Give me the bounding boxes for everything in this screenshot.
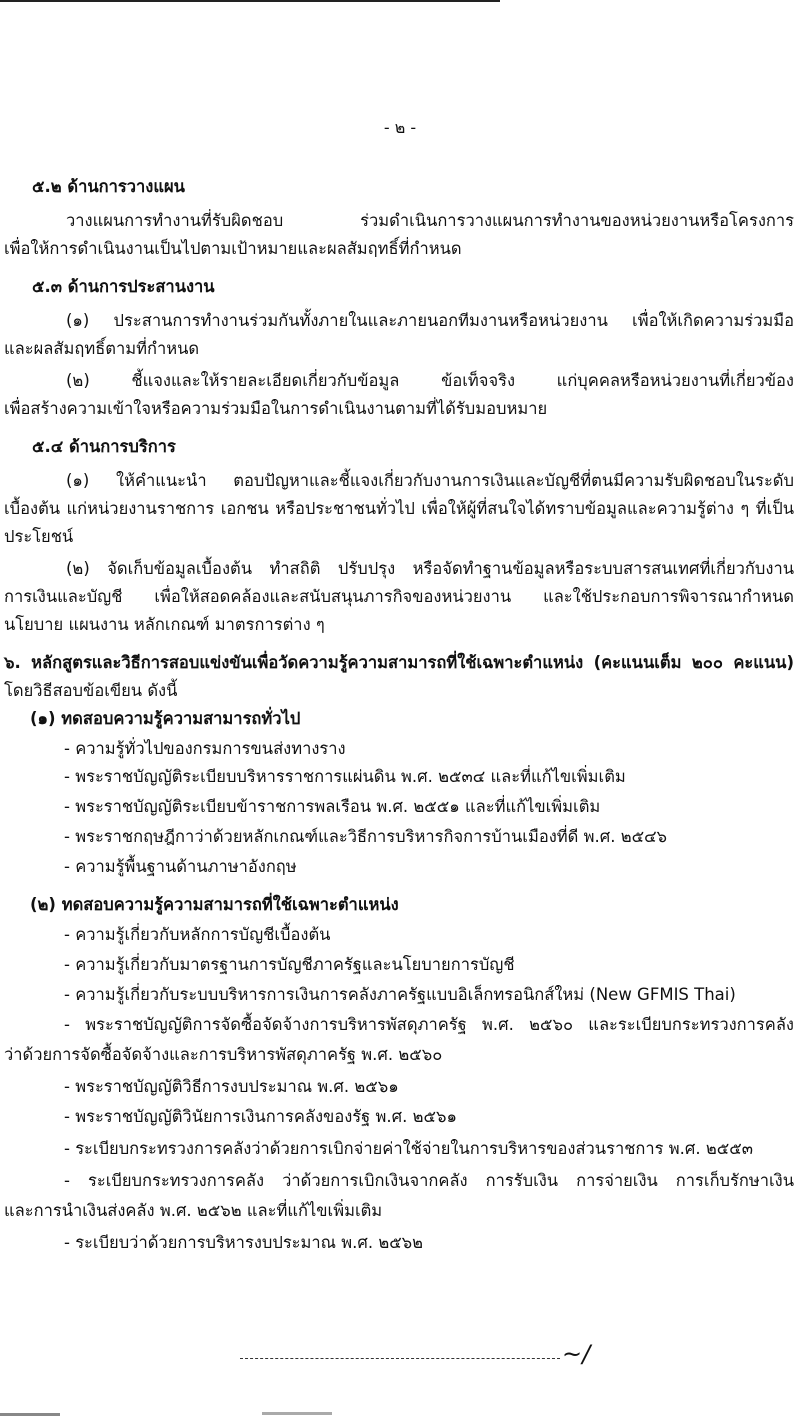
part-2-item-continued: และการนำเงินส่งคลัง พ.ศ. ๒๕๖๒ และที่แก้ไขเพิ่มเติม: [4, 1201, 383, 1220]
section-6-heading-line-1: ๖. หลักสูตรและวิธีการสอบแข่งขันเพื่อวัดความรู้ความสามารถที่ใช้เฉพาะตำแหน่ง (คะแนนเต็ม ๒๐๐ คะแนน): [4, 653, 794, 672]
section-5-4-p1-line-1: (๑) ให้คำแนะนำ ตอบปัญหาและชี้แจงเกี่ยวกับงานการเงินและบัญชีที่ตนมีความรับผิดชอบในระดับ: [66, 471, 794, 490]
part-2-item: - พระราชบัญญัติการจัดซื้อจัดจ้างการบริหารพัสดุภาครัฐ พ.ศ. ๒๕๖๐ และระเบียบกระทรวงการคลัง: [64, 1015, 794, 1034]
section-5-4-p2-line-1: (๒) จัดเก็บข้อมูลเบื้องต้น ทำสถิติ ปรับปรุง หรือจัดทำฐานข้อมูลหรือระบบสารสนเทศที่เกี่ยวกับงาน: [66, 559, 794, 578]
section-5-3-p2-line-2: เพื่อสร้างความเข้าใจหรือความร่วมมือในการดำเนินงานตามที่ได้รับมอบหมาย: [4, 399, 548, 418]
section-5-4-p2-line-3: นโยบาย แผนงาน หลักเกณฑ์ มาตรการต่าง ๆ: [4, 615, 325, 634]
scan-artifact: [262, 1412, 332, 1415]
part-1-item: - พระราชกฤษฎีกาว่าด้วยหลักเกณฑ์และวิธีการบริหารกิจการบ้านเมืองที่ดี พ.ศ. ๒๕๔๖: [64, 827, 668, 846]
section-5-4-p2-line-2: การเงินและบัญชี เพื่อให้สอดคล้องและสนับสนุนภารกิจของหน่วยงาน และใช้ประกอบการพิจารณากำหนด: [4, 587, 794, 606]
section-5-3-p1-line-2: และผลสัมฤทธิ์ตามที่กำหนด: [4, 339, 200, 358]
section-5-2-line-1: วางแผนการทำงานที่รับผิดชอบ ร่วมดำเนินการวางแผนการทำงานของหน่วยงานหรือโครงการ: [66, 211, 794, 230]
part-2-item-continued: ว่าด้วยการจัดซื้อจัดจ้างและการบริหารพัสดุภาครัฐ พ.ศ. ๒๕๖๐: [4, 1045, 443, 1064]
part-1-item: - ความรู้ทั่วไปของกรมการขนส่งทางราง: [64, 739, 346, 758]
section-5-4-p1-line-3: ประโยชน์: [4, 527, 74, 546]
part-2-item: - ระเบียบว่าด้วยการบริหารงบประมาณ พ.ศ. ๒๕๖๒: [64, 1233, 424, 1252]
section-5-4-heading: ๕.๔ ด้านการบริการ: [32, 437, 176, 456]
part-2-item: - พระราชบัญญัติวิธีการงบประมาณ พ.ศ. ๒๕๖๑: [64, 1077, 399, 1096]
part-2-item: - ความรู้เกี่ยวกับหลักการบัญชีเบื้องต้น: [64, 925, 331, 944]
section-5-3-p2-line-1: (๒) ชี้แจงและให้รายละเอียดเกี่ยวกับข้อมูล ข้อเท็จจริง แก่บุคคลหรือหน่วยงานที่เกี่ยวข้อง: [66, 371, 794, 390]
part-1-item: - ความรู้พื้นฐานด้านภาษาอังกฤษ: [64, 857, 297, 876]
section-5-2-line-2: เพื่อให้การดำเนินงานเป็นไปตามเป้าหมายและผลสัมฤทธิ์ที่กำหนด: [4, 239, 462, 258]
part-1-title: (๑) ทดสอบความรู้ความสามารถทั่วไป: [30, 709, 301, 728]
part-2-item: - พระราชบัญญัติวินัยการเงินการคลังของรัฐ พ.ศ. ๒๕๖๑: [64, 1107, 457, 1126]
section-5-4-p1-line-2: เบื้องต้น แก่หน่วยงานราชการ เอกชน หรือประชาชนทั่วไป เพื่อให้ผู้ที่สนใจได้ทราบข้อมูลและความรู้ต่าง ๆ ที่เป็น: [4, 499, 794, 518]
part-2-title: (๒) ทดสอบความรู้ความสามารถที่ใช้เฉพาะตำแหน่ง: [30, 895, 399, 914]
signature-mark: ~/: [562, 1340, 591, 1368]
top-rule: [0, 0, 500, 2]
section-5-3-p1-line-1: (๑) ประสานการทำงานร่วมกันทั้งภายในและภายนอกทีมงานหรือหน่วยงาน เพื่อให้เกิดความร่วมมือ: [66, 311, 794, 330]
page-number: - ๒ -: [383, 118, 417, 137]
part-2-item: - ความรู้เกี่ยวกับมาตรฐานการบัญชีภาครัฐและนโยบายการบัญชี: [64, 955, 515, 974]
section-5-2-heading: ๕.๒ ด้านการวางแผน: [32, 177, 185, 196]
part-2-item: - ระเบียบกระทรวงการคลัง ว่าด้วยการเบิกเงินจากคลัง การรับเงิน การจ่ายเงิน การเก็บรักษาเงิน: [64, 1171, 794, 1190]
section-6-heading-line-2: โดยวิธีสอบข้อเขียน ดังนี้: [4, 681, 178, 700]
scan-artifact: [0, 1413, 60, 1416]
section-5-3-heading: ๕.๓ ด้านการประสานงาน: [32, 277, 215, 296]
part-2-item: - ระเบียบกระทรวงการคลังว่าด้วยการเบิกจ่ายค่าใช้จ่ายในการบริหารของส่วนราชการ พ.ศ. ๒๕๕๓: [64, 1139, 753, 1158]
signature-line: [240, 1358, 560, 1359]
part-1-item: - พระราชบัญญัติระเบียบข้าราชการพลเรือน พ.ศ. ๒๕๕๑ และที่แก้ไขเพิ่มเติม: [64, 797, 601, 816]
part-1-item: - พระราชบัญญัติระเบียบบริหารราชการแผ่นดิน พ.ศ. ๒๕๓๔ และที่แก้ไขเพิ่มเติม: [64, 767, 626, 786]
part-2-item: - ความรู้เกี่ยวกับระบบบริหารการเงินการคลังภาครัฐแบบอิเล็กทรอนิกส์ใหม่ (New GFMIS Thai): [64, 985, 736, 1004]
